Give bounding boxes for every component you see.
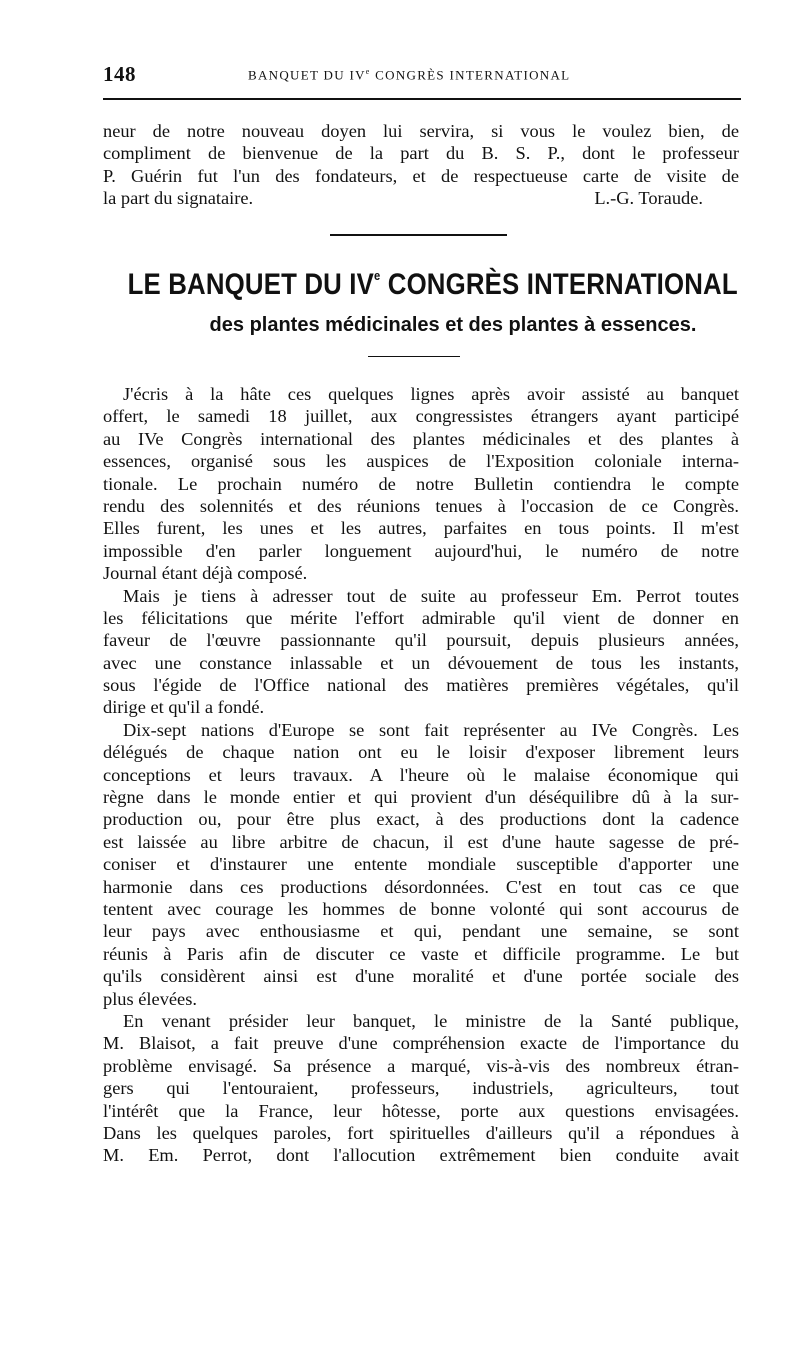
text-line: l'intérêt que la France, leur hôtesse, porte aux questions envisagées. <box>103 1100 739 1121</box>
text-line: production ou, pour être plus exact, à des productions dont la cadence <box>103 809 739 830</box>
text-line: En venant présider leur banquet, le ministre de la Santé publique, <box>123 1010 739 1031</box>
text-line: offert, le samedi 18 juillet, aux congressistes étrangers ayant participé <box>103 406 739 427</box>
text-line: Dix-sept nations d'Europe se sont fait représenter au IVe Congrès. Les <box>123 719 739 740</box>
text-line: avec une constance inlassable et un dévouement de tous les instants, <box>103 652 739 673</box>
text-line: J'écris à la hâte ces quelques lignes après avoir assisté au banquet <box>123 384 739 404</box>
page-number: 148 <box>103 62 136 86</box>
text-line: tionale. Le prochain numéro de notre Bulletin contiendra le compte <box>103 473 739 494</box>
article-body <box>103 383 739 1167</box>
text-line: Mais je tiens à adresser tout de suite au professeur Em. Perrot toutes <box>123 585 739 606</box>
text-line: faveur de l'œuvre passionnante qu'il poursuit, depuis plusieurs années, <box>103 630 739 651</box>
text-line: Journal étant déjà composé. <box>103 563 308 584</box>
text-line: est laissée au libre arbitre de chacun, il est d'une haute sagesse de pré- <box>103 831 739 852</box>
text-line: tentent avec courage les hommes de bonne volonté qui sont accourus de <box>103 898 739 919</box>
author-signature: L.-G. Toraude. <box>594 188 703 209</box>
text-line: compliment de bienvenue de la part du B. S. P., dont le professeur <box>103 143 739 164</box>
text-line: règne dans le monde entier et qui provient d'un déséquilibre dû à la sur- <box>103 787 739 808</box>
text-line: qu'ils considèrent ainsi est d'une moralité et d'une portée sociale des <box>103 966 739 987</box>
text-line: M. Em. Perrot, dont l'allocution extrêmement bien conduite avait <box>103 1145 739 1166</box>
text-line: problème envisagé. Sa présence a marqué, vis-à-vis des nombreux étran- <box>103 1055 739 1076</box>
section-separator-rule <box>330 234 507 236</box>
text-line: conceptions et leurs travaux. A l'heure où le malaise économique qui <box>103 764 739 785</box>
text-line: neur de notre nouveau doyen lui servira, si vous le voulez bien, de <box>103 121 739 141</box>
text-line: sous l'égide de l'Office national des matières premières végétales, qu'il <box>103 675 739 696</box>
article-title: LE BANQUET DU IVe CONGRÈS INTERNATIONAL <box>127 268 738 301</box>
text-line: gers qui l'entouraient, professeurs, industriels, agriculteurs, tout <box>103 1078 739 1099</box>
text-line: plus élevées. <box>103 988 197 1009</box>
running-title: BANQUET DU IVe CONGRÈS INTERNATIONAL <box>248 67 571 83</box>
text-line: impossible d'en parler longuement aujourd'hui, le numéro de notre <box>103 540 739 561</box>
text-line: les félicitations que mérite l'effort admirable qu'il vient de donner en <box>103 607 739 628</box>
last-line-text: la part du signataire. <box>103 188 254 209</box>
text-line: harmonie dans ces productions désordonnées. C'est en tout cas ce que <box>103 876 739 897</box>
text-line: au IVe Congrès international des plantes médicinales et des plantes à <box>103 428 739 449</box>
article-subtitle: des plantes médicinales et des plantes à essences. <box>209 314 697 336</box>
text-line: P. Guérin fut l'un des fondateurs, et de respectueuse carte de visite de <box>103 165 739 186</box>
previous-article-ending <box>103 120 739 210</box>
text-line: essences, organisé sous les auspices de l'Exposition coloniale interna- <box>103 451 739 472</box>
text-line: délégués de chaque nation ont eu le loisir d'exposer librement leurs <box>103 742 739 763</box>
text-line: dirige et qu'il a fondé. <box>103 697 265 718</box>
text-line: réunis à Paris afin de discuter ce vaste et difficile programme. Le but <box>103 943 739 964</box>
header-rule <box>103 98 741 100</box>
text-line: leur pays avec enthousiasme et qui, pendant une semaine, se sont <box>103 921 739 942</box>
text-line: Elles furent, les unes et les autres, parfaites en tous points. Il m'est <box>103 518 739 539</box>
text-line: rendu des solennités et des réunions tenues à l'occasion de ce Congrès. <box>103 495 739 516</box>
text-line <box>103 187 739 209</box>
text-line: Dans les quelques paroles, fort spirituelles d'ailleurs qu'il a répondues à <box>103 1122 739 1143</box>
title-separator-rule <box>368 356 460 357</box>
running-head <box>103 62 740 88</box>
text-line: coniser et d'instaurer une entente mondiale susceptible d'apporter une <box>103 854 739 875</box>
text-line: M. Blaisot, a fait preuve d'une compréhension exacte de l'importance du <box>103 1033 739 1054</box>
